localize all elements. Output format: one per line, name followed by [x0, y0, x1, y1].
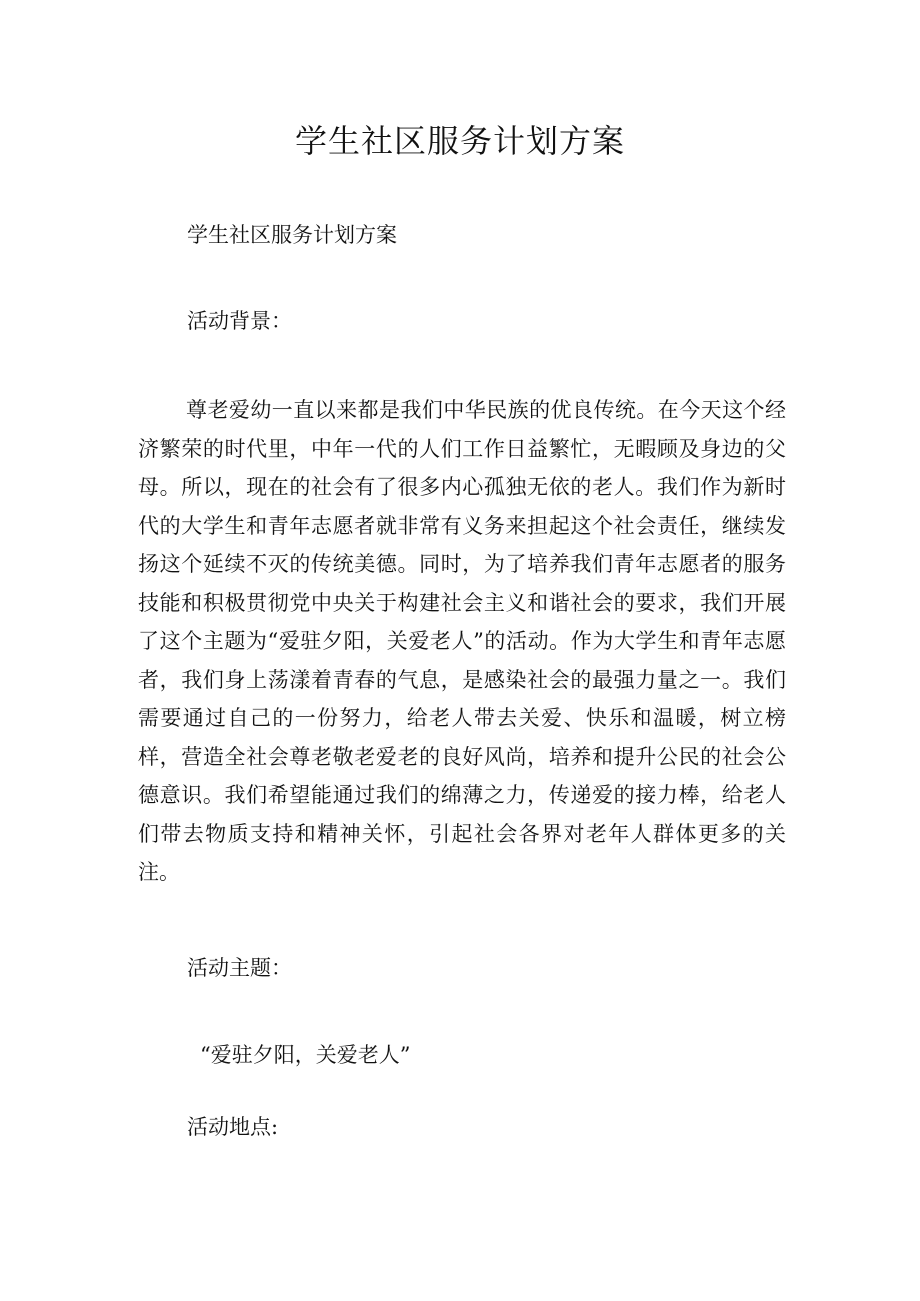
location-heading: 活动地点:	[187, 1115, 279, 1139]
background-paragraph: 尊老爱幼一直以来都是我们中华民族的优良传统。在今天这个经济繁荣的时代里，中年一代的人们工作日益繁忙，无暇顾及身边的父母。所以，现在的社会有了很多内心孤独无依的老人。我们作为新时代的大学生和青年志愿者就非常有义务来担起这个社会责任，继续发扬这个延续不灭的传统美德。同时，为了培养我们青年志愿者的服务技能和积极贯彻党中央关于构建社会主义和谐社会的要求，我们开展了这个主题为“爱驻夕阳，关爱老人”的活动。作为大学生和青年志愿者，我们身上荡漾着青春的气息，是感染社会的最强力量之一。我们需要通过自己的一份努力，给老人带去关爱、快乐和温暖，树立榜样，营造全社会尊老敬老爱老的良好风尚，培养和提升公民的社会公德意识。我们希望能通过我们的绵薄之力，传递爱的接力棒，给老人们带去物质支持和精神关怀，引起社会各界对老年人群体更多的关注。	[138, 398, 786, 884]
document-subtitle: 学生社区服务计划方案	[187, 223, 397, 247]
document-title: 学生社区服务计划方案	[294, 122, 625, 160]
theme-value: “爱驻夕阳，关爱老人”	[200, 1043, 411, 1067]
theme-heading: 活动主题：	[187, 956, 292, 980]
background-heading: 活动背景：	[187, 309, 292, 333]
